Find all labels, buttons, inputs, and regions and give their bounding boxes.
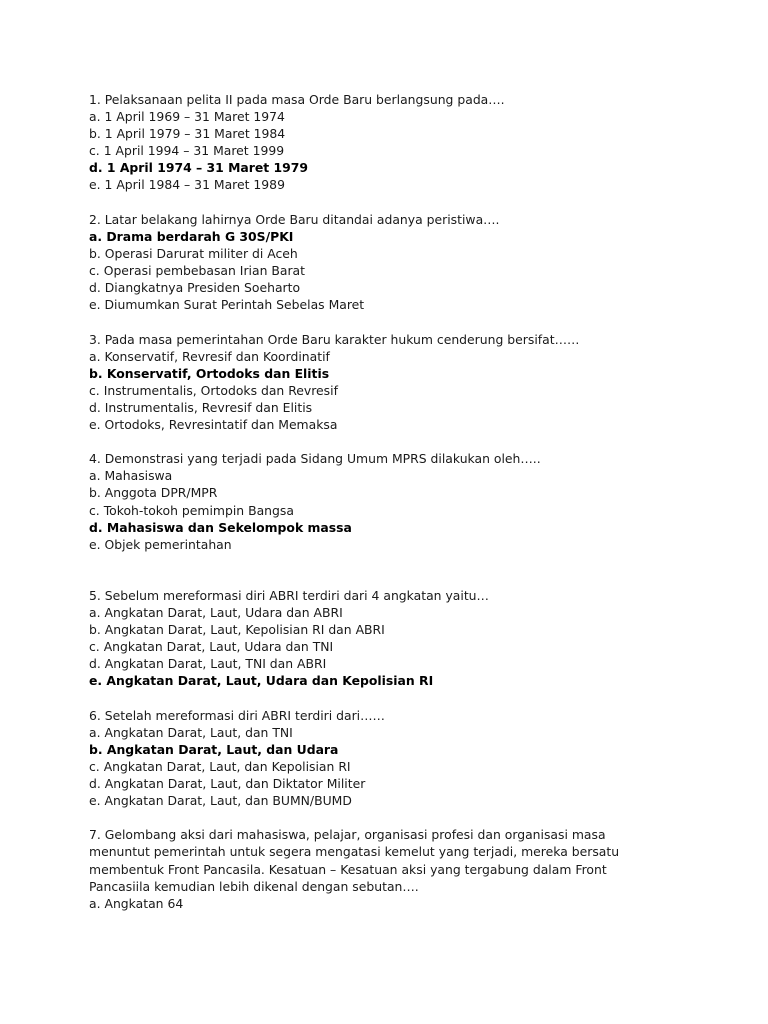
answer-option-correct: d. 1 April 1974 – 31 Maret 1979 (89, 160, 308, 176)
answer-option: b. Angkatan Darat, Laut, Kepolisian RI dan ABRI (89, 622, 385, 637)
answer-option: a. Angkatan 64 (89, 895, 184, 911)
answer-option: c. Instrumentalis, Ortodoks dan Revresif (89, 382, 338, 398)
answer-option-correct: a. Drama berdarah G 30S/PKI (89, 228, 294, 244)
question-stem: Pancasiila kemudian lebih dikenal dengan sebutan…. (89, 878, 419, 894)
question-stem: membentuk Front Pancasila. Kesatuan – Kesatuan aksi yang tergabung dalam Front (89, 861, 607, 877)
question-stem: menuntut pemerintah untuk segera mengatasi kemelut yang terjadi, mereka bersatu (89, 844, 620, 860)
answer-option: a. Angkatan Darat, Laut, Udara dan ABRI (89, 604, 343, 620)
answer-option: a. Konservatif, Revresif dan Koordinatif (89, 348, 330, 364)
question-stem: 5. Sebelum mereformasi diri ABRI terdiri dari 4 angkatan yaitu… (89, 587, 489, 603)
answer-option: c. Angkatan Darat, Laut, dan Kepolisian RI (89, 758, 351, 774)
question-1 (89, 91, 739, 194)
answer-option-correct: d. Mahasiswa dan Sekelompok massa (89, 519, 352, 535)
answer-option-correct: e. Angkatan Darat, Laut, Udara dan Kepolisian RI (89, 673, 434, 689)
answer-option: d. Instrumentalis, Revresif dan Elitis (89, 399, 313, 415)
answer-option: e. Diumumkan Surat Perintah Sebelas Maret (89, 297, 365, 313)
answer-option: b. Operasi Darurat militer di Aceh (89, 245, 298, 261)
answer-option: c. Tokoh-tokoh pemimpin Bangsa (89, 502, 294, 518)
question-stem: 4. Demonstrasi yang terjadi pada Sidang Umum MPRS dilakukan oleh….. (89, 451, 541, 467)
answer-option: a. 1 April 1969 – 31 Maret 1974 (89, 109, 285, 125)
question-2 (89, 211, 739, 314)
question-6 (89, 707, 739, 810)
answer-option: e. Ortodoks, Revresintatif dan Memaksa (89, 416, 338, 432)
answer-option: e. Angkatan Darat, Laut, dan BUMN/BUMD (89, 793, 352, 809)
question-stem: 6. Setelah mereformasi diri ABRI terdiri dari…… (89, 707, 385, 723)
answer-option: c. 1 April 1994 – 31 Maret 1999 (89, 143, 285, 159)
question-4 (89, 450, 739, 553)
answer-option: c. Operasi pembebasan Irian Barat (89, 263, 306, 279)
answer-option: c. Angkatan Darat, Laut, Udara dan TNI (89, 639, 334, 655)
question-stem: 3. Pada masa pemerintahan Orde Baru karakter hukum cenderung bersifat…… (89, 331, 580, 347)
answer-option-correct: b. Konservatif, Ortodoks dan Elitis (89, 365, 330, 381)
question-stem: 1. Pelaksanaan pelita II pada masa Orde Baru berlangsung pada…. (89, 92, 505, 107)
answer-option: e. 1 April 1984 – 31 Maret 1989 (89, 177, 285, 193)
answer-option: b. Anggota DPR/MPR (89, 485, 218, 501)
answer-option: d. Diangkatnya Presiden Soeharto (89, 280, 301, 296)
document-page (89, 91, 739, 929)
answer-option: e. Objek pemerintahan (89, 536, 232, 552)
answer-option: d. Angkatan Darat, Laut, TNI dan ABRI (89, 656, 327, 672)
question-7 (89, 826, 739, 911)
answer-option: a. Angkatan Darat, Laut, dan TNI (89, 724, 293, 740)
answer-option: a. Mahasiswa (89, 468, 173, 484)
question-stem: 2. Latar belakang lahirnya Orde Baru ditandai adanya peristiwa…. (89, 211, 500, 227)
answer-option-correct: b. Angkatan Darat, Laut, dan Udara (89, 741, 339, 757)
question-stem: 7. Gelombang aksi dari mahasiswa, pelajar, organisasi profesi dan organisasi masa (89, 827, 606, 843)
answer-option: d. Angkatan Darat, Laut, dan Diktator Militer (89, 775, 366, 791)
question-3 (89, 331, 739, 434)
question-5 (89, 587, 739, 690)
answer-option: b. 1 April 1979 – 31 Maret 1984 (89, 126, 286, 142)
